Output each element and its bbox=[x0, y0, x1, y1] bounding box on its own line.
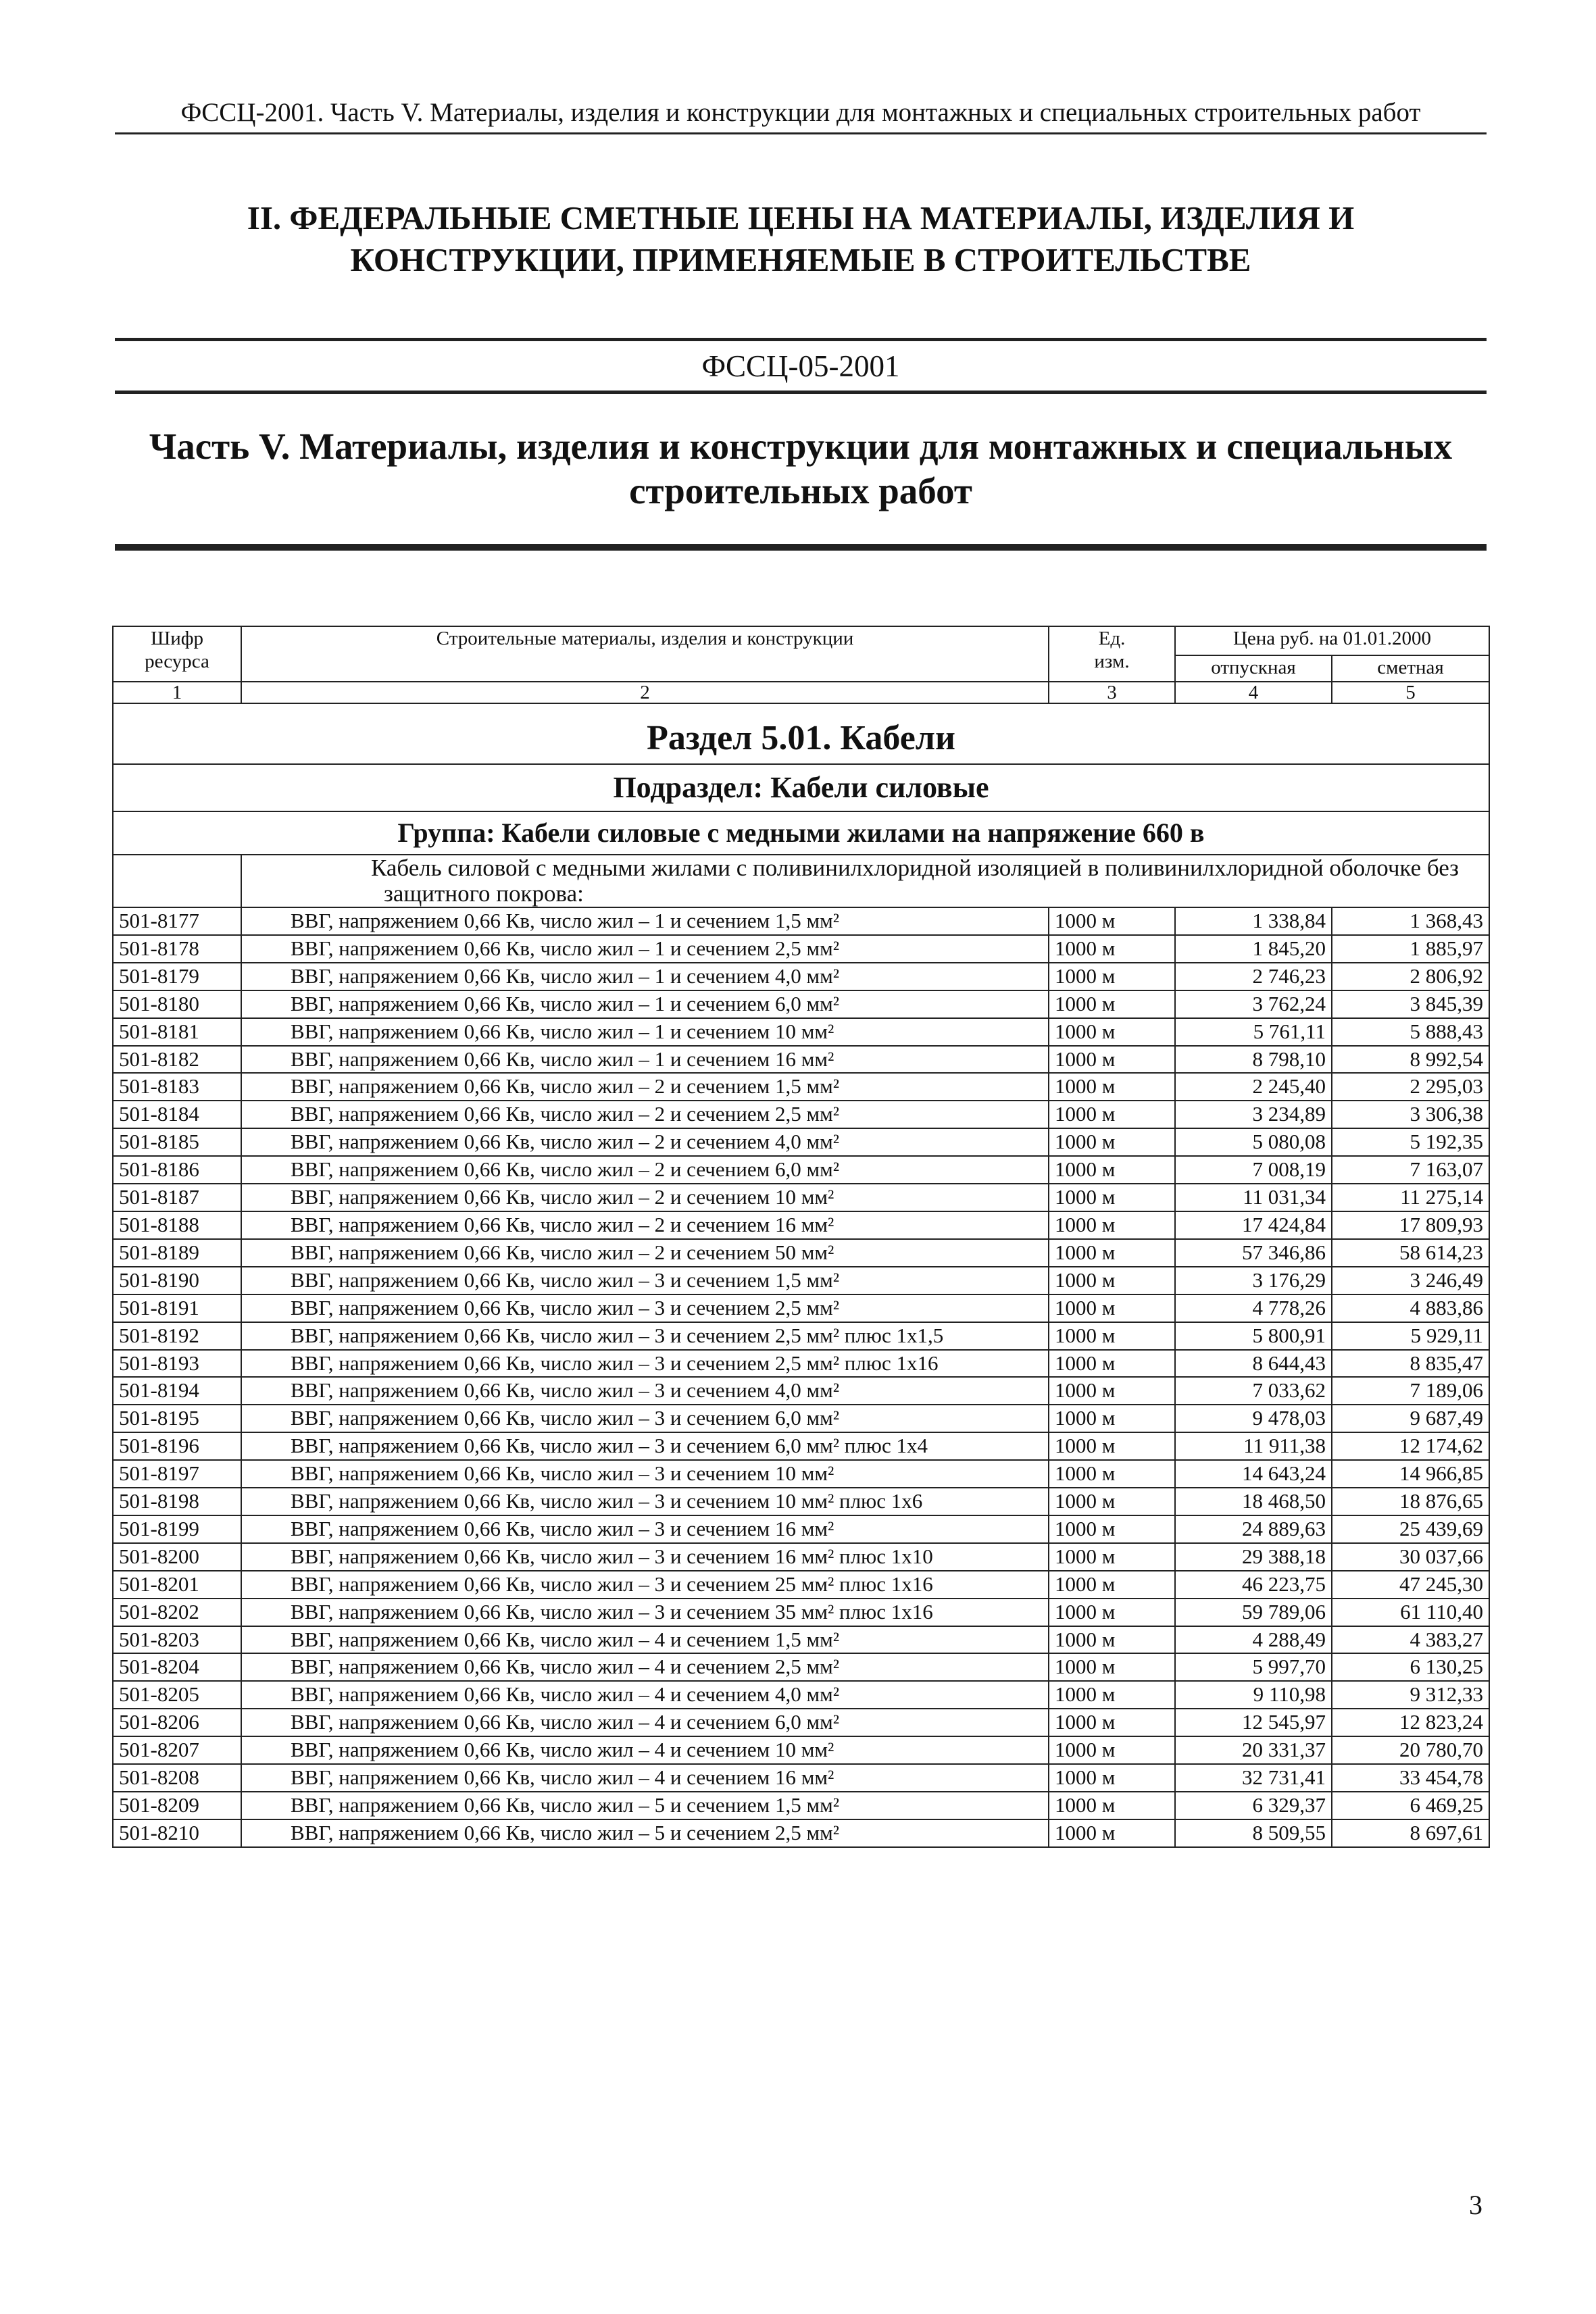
row-price-release: 5 800,91 bbox=[1175, 1322, 1332, 1350]
row-price-estimate: 7 189,06 bbox=[1332, 1377, 1489, 1405]
row-price-release: 12 545,97 bbox=[1175, 1709, 1332, 1736]
row-unit: 1000 м bbox=[1049, 1405, 1175, 1432]
row-price-estimate: 4 883,86 bbox=[1332, 1294, 1489, 1322]
table-row bbox=[113, 1322, 1489, 1350]
row-unit: 1000 м bbox=[1049, 990, 1175, 1018]
row-price-release: 4 778,26 bbox=[1175, 1294, 1332, 1322]
table-row bbox=[113, 1653, 1489, 1681]
row-code: 501-8185 bbox=[113, 1128, 241, 1156]
row-price-estimate: 4 383,27 bbox=[1332, 1626, 1489, 1654]
row-code: 501-8203 bbox=[113, 1626, 241, 1654]
col-number-5: 5 bbox=[1332, 682, 1489, 703]
row-unit: 1000 м bbox=[1049, 1101, 1175, 1128]
row-price-estimate: 14 966,85 bbox=[1332, 1460, 1489, 1488]
row-code: 501-8202 bbox=[113, 1599, 241, 1626]
row-price-estimate: 61 110,40 bbox=[1332, 1599, 1489, 1626]
row-price-release: 46 223,75 bbox=[1175, 1571, 1332, 1599]
row-name: ВВГ, напряжением 0,66 Кв, число жил – 3 и сечением 10 мм² плюс 1x6 bbox=[241, 1488, 1049, 1515]
row-code: 501-8198 bbox=[113, 1488, 241, 1515]
row-name: ВВГ, напряжением 0,66 Кв, число жил – 5 и сечением 2,5 мм² bbox=[241, 1819, 1049, 1847]
row-name: ВВГ, напряжением 0,66 Кв, число жил – 3 и сечением 4,0 мм² bbox=[241, 1377, 1049, 1405]
row-name: ВВГ, напряжением 0,66 Кв, число жил – 3 и сечением 1,5 мм² bbox=[241, 1267, 1049, 1294]
row-code: 501-8191 bbox=[113, 1294, 241, 1322]
row-code: 501-8186 bbox=[113, 1156, 241, 1184]
row-price-release: 5 080,08 bbox=[1175, 1128, 1332, 1156]
row-name: ВВГ, напряжением 0,66 Кв, число жил – 4 и сечением 1,5 мм² bbox=[241, 1626, 1049, 1654]
row-name: ВВГ, напряжением 0,66 Кв, число жил – 4 и сечением 16 мм² bbox=[241, 1764, 1049, 1792]
row-price-estimate: 5 929,11 bbox=[1332, 1322, 1489, 1350]
row-code: 501-8184 bbox=[113, 1101, 241, 1128]
row-code: 501-8179 bbox=[113, 963, 241, 990]
row-price-release: 3 234,89 bbox=[1175, 1101, 1332, 1128]
part-title bbox=[115, 424, 1487, 513]
table-row bbox=[113, 1018, 1489, 1046]
row-unit: 1000 м bbox=[1049, 1073, 1175, 1101]
table-header-row bbox=[113, 626, 1489, 655]
row-name: ВВГ, напряжением 0,66 Кв, число жил – 3 и сечением 16 мм² плюс 1x10 bbox=[241, 1543, 1049, 1571]
row-code: 501-8182 bbox=[113, 1046, 241, 1074]
table-row bbox=[113, 1211, 1489, 1239]
description-code-empty bbox=[113, 855, 241, 907]
table-row bbox=[113, 1405, 1489, 1432]
row-price-release: 5 761,11 bbox=[1175, 1018, 1332, 1046]
row-code: 501-8201 bbox=[113, 1571, 241, 1599]
row-price-estimate: 2 295,03 bbox=[1332, 1073, 1489, 1101]
row-code: 501-8208 bbox=[113, 1764, 241, 1792]
row-price-estimate: 6 469,25 bbox=[1332, 1792, 1489, 1819]
row-name: ВВГ, напряжением 0,66 Кв, число жил – 1 и сечением 10 мм² bbox=[241, 1018, 1049, 1046]
section-row bbox=[113, 703, 1489, 764]
col-number-1: 1 bbox=[113, 682, 241, 703]
row-name: ВВГ, напряжением 0,66 Кв, число жил – 1 и сечением 1,5 мм² bbox=[241, 907, 1049, 935]
collection-code: ФССЦ-05-2001 bbox=[701, 349, 900, 383]
column-number-row bbox=[113, 682, 1489, 703]
row-unit: 1000 м bbox=[1049, 1709, 1175, 1736]
row-code: 501-8205 bbox=[113, 1681, 241, 1709]
main-title bbox=[115, 197, 1487, 281]
table-row bbox=[113, 1128, 1489, 1156]
row-code: 501-8196 bbox=[113, 1432, 241, 1460]
row-unit: 1000 м bbox=[1049, 1156, 1175, 1184]
row-price-estimate: 17 809,93 bbox=[1332, 1211, 1489, 1239]
row-name: ВВГ, напряжением 0,66 Кв, число жил – 1 и сечением 2,5 мм² bbox=[241, 935, 1049, 963]
row-unit: 1000 м bbox=[1049, 1653, 1175, 1681]
row-unit: 1000 м bbox=[1049, 1350, 1175, 1378]
row-code: 501-8180 bbox=[113, 990, 241, 1018]
col-number-3: 3 bbox=[1049, 682, 1175, 703]
group-row bbox=[113, 811, 1489, 855]
table-row bbox=[113, 990, 1489, 1018]
row-name: ВВГ, напряжением 0,66 Кв, число жил – 2 и сечением 1,5 мм² bbox=[241, 1073, 1049, 1101]
row-price-release: 8 509,55 bbox=[1175, 1819, 1332, 1847]
row-name: ВВГ, напряжением 0,66 Кв, число жил – 4 и сечением 10 мм² bbox=[241, 1736, 1049, 1764]
row-unit: 1000 м bbox=[1049, 1626, 1175, 1654]
row-price-estimate: 8 697,61 bbox=[1332, 1819, 1489, 1847]
row-unit: 1000 м bbox=[1049, 1515, 1175, 1543]
row-price-release: 11 031,34 bbox=[1175, 1184, 1332, 1211]
table-row bbox=[113, 1460, 1489, 1488]
row-name: ВВГ, напряжением 0,66 Кв, число жил – 3 и сечением 25 мм² плюс 1x16 bbox=[241, 1571, 1049, 1599]
row-name: ВВГ, напряжением 0,66 Кв, число жил – 2 и сечением 50 мм² bbox=[241, 1239, 1049, 1267]
row-price-estimate: 5 888,43 bbox=[1332, 1018, 1489, 1046]
row-price-release: 8 644,43 bbox=[1175, 1350, 1332, 1378]
table-row bbox=[113, 1073, 1489, 1101]
row-name: ВВГ, напряжением 0,66 Кв, число жил – 1 и сечением 4,0 мм² bbox=[241, 963, 1049, 990]
row-code: 501-8190 bbox=[113, 1267, 241, 1294]
running-header: ФССЦ-2001. Часть V. Материалы, изделия и конструкции для монтажных и специальных строительных работ bbox=[115, 96, 1487, 134]
row-code: 501-8189 bbox=[113, 1239, 241, 1267]
row-price-release: 8 798,10 bbox=[1175, 1046, 1332, 1074]
row-price-release: 7 033,62 bbox=[1175, 1377, 1332, 1405]
row-price-release: 5 997,70 bbox=[1175, 1653, 1332, 1681]
description-text: Кабель силовой с медными жилами с поливинилхлоридной изоляцией в поливинилхлоридной оболочке без защитного покрова: bbox=[241, 855, 1489, 907]
row-code: 501-8209 bbox=[113, 1792, 241, 1819]
top-rule bbox=[115, 338, 1487, 341]
row-price-release: 24 889,63 bbox=[1175, 1515, 1332, 1543]
row-price-release: 2 746,23 bbox=[1175, 963, 1332, 990]
row-price-estimate: 8 835,47 bbox=[1332, 1350, 1489, 1378]
row-unit: 1000 м bbox=[1049, 907, 1175, 935]
row-unit: 1000 м bbox=[1049, 1239, 1175, 1267]
row-code: 501-8197 bbox=[113, 1460, 241, 1488]
table-row bbox=[113, 1046, 1489, 1074]
row-price-release: 1 338,84 bbox=[1175, 907, 1332, 935]
row-unit: 1000 м bbox=[1049, 1377, 1175, 1405]
table-row bbox=[113, 1736, 1489, 1764]
row-code: 501-8177 bbox=[113, 907, 241, 935]
col-number-4: 4 bbox=[1175, 682, 1332, 703]
header-unit-line-2: изм. bbox=[1094, 651, 1130, 672]
table-row bbox=[113, 1239, 1489, 1267]
table-row bbox=[113, 1294, 1489, 1322]
row-price-release: 20 331,37 bbox=[1175, 1736, 1332, 1764]
price-table-container bbox=[112, 626, 1489, 1848]
row-price-estimate: 6 130,25 bbox=[1332, 1653, 1489, 1681]
table-row bbox=[113, 1515, 1489, 1543]
table-row bbox=[113, 1432, 1489, 1460]
row-name: ВВГ, напряжением 0,66 Кв, число жил – 3 и сечением 2,5 мм² плюс 1x1,5 bbox=[241, 1322, 1049, 1350]
table-row bbox=[113, 1681, 1489, 1709]
row-name: ВВГ, напряжением 0,66 Кв, число жил – 3 и сечением 2,5 мм² bbox=[241, 1294, 1049, 1322]
part-title-line-1: Часть V. Материалы, изделия и конструкции для монтажных и специальных bbox=[149, 426, 1453, 467]
row-price-estimate: 8 992,54 bbox=[1332, 1046, 1489, 1074]
part-title-line-2: строительных работ bbox=[629, 470, 972, 511]
row-price-estimate: 11 275,14 bbox=[1332, 1184, 1489, 1211]
row-name: ВВГ, напряжением 0,66 Кв, число жил – 1 и сечением 6,0 мм² bbox=[241, 990, 1049, 1018]
price-table-body bbox=[113, 626, 1489, 1847]
row-code: 501-8199 bbox=[113, 1515, 241, 1543]
row-unit: 1000 м bbox=[1049, 935, 1175, 963]
table-row bbox=[113, 1184, 1489, 1211]
row-code: 501-8206 bbox=[113, 1709, 241, 1736]
row-unit: 1000 м bbox=[1049, 1046, 1175, 1074]
price-table bbox=[112, 626, 1490, 1848]
row-code: 501-8193 bbox=[113, 1350, 241, 1378]
row-price-estimate: 9 687,49 bbox=[1332, 1405, 1489, 1432]
table-row bbox=[113, 1267, 1489, 1294]
row-unit: 1000 м bbox=[1049, 1571, 1175, 1599]
row-price-release: 11 911,38 bbox=[1175, 1432, 1332, 1460]
row-price-estimate: 7 163,07 bbox=[1332, 1156, 1489, 1184]
table-row bbox=[113, 1350, 1489, 1378]
group-title: Группа: Кабели силовые с медными жилами на напряжение 660 в bbox=[113, 811, 1489, 855]
table-row bbox=[113, 1764, 1489, 1792]
row-price-release: 59 789,06 bbox=[1175, 1599, 1332, 1626]
row-name: ВВГ, напряжением 0,66 Кв, число жил – 3 и сечением 6,0 мм² плюс 1x4 bbox=[241, 1432, 1049, 1460]
row-price-release: 3 762,24 bbox=[1175, 990, 1332, 1018]
main-title-line-1: II. ФЕДЕРАЛЬНЫЕ СМЕТНЫЕ ЦЕНЫ НА МАТЕРИАЛЫ, ИЗДЕЛИЯ И bbox=[247, 199, 1355, 236]
table-row bbox=[113, 1543, 1489, 1571]
row-code: 501-8204 bbox=[113, 1653, 241, 1681]
row-code: 501-8178 bbox=[113, 935, 241, 963]
row-price-estimate: 30 037,66 bbox=[1332, 1543, 1489, 1571]
row-code: 501-8181 bbox=[113, 1018, 241, 1046]
row-unit: 1000 м bbox=[1049, 1819, 1175, 1847]
header-price: Цена руб. на 01.01.2000 bbox=[1175, 626, 1489, 655]
row-price-estimate: 9 312,33 bbox=[1332, 1681, 1489, 1709]
row-price-release: 32 731,41 bbox=[1175, 1764, 1332, 1792]
row-unit: 1000 м bbox=[1049, 1460, 1175, 1488]
row-name: ВВГ, напряжением 0,66 Кв, число жил – 3 и сечением 10 мм² bbox=[241, 1460, 1049, 1488]
row-price-release: 9 478,03 bbox=[1175, 1405, 1332, 1432]
row-name: ВВГ, напряжением 0,66 Кв, число жил – 3 и сечением 6,0 мм² bbox=[241, 1405, 1049, 1432]
row-price-estimate: 58 614,23 bbox=[1332, 1239, 1489, 1267]
row-price-estimate: 18 876,65 bbox=[1332, 1488, 1489, 1515]
row-code: 501-8192 bbox=[113, 1322, 241, 1350]
row-unit: 1000 м bbox=[1049, 963, 1175, 990]
row-unit: 1000 м bbox=[1049, 1543, 1175, 1571]
row-unit: 1000 м bbox=[1049, 1599, 1175, 1626]
table-row bbox=[113, 1377, 1489, 1405]
row-code: 501-8210 bbox=[113, 1819, 241, 1847]
row-name: ВВГ, напряжением 0,66 Кв, число жил – 2 и сечением 4,0 мм² bbox=[241, 1128, 1049, 1156]
row-unit: 1000 м bbox=[1049, 1488, 1175, 1515]
row-unit: 1000 м bbox=[1049, 1764, 1175, 1792]
row-price-release: 18 468,50 bbox=[1175, 1488, 1332, 1515]
row-price-estimate: 1 885,97 bbox=[1332, 935, 1489, 963]
header-price-release: отпускная bbox=[1175, 655, 1332, 682]
table-row bbox=[113, 1792, 1489, 1819]
header-unit-line-1: Ед. bbox=[1098, 628, 1126, 649]
row-name: ВВГ, напряжением 0,66 Кв, число жил – 1 и сечением 16 мм² bbox=[241, 1046, 1049, 1074]
row-price-estimate: 2 806,92 bbox=[1332, 963, 1489, 990]
row-name: ВВГ, напряжением 0,66 Кв, число жил – 3 и сечением 35 мм² плюс 1x16 bbox=[241, 1599, 1049, 1626]
row-code: 501-8194 bbox=[113, 1377, 241, 1405]
row-unit: 1000 м bbox=[1049, 1322, 1175, 1350]
row-name: ВВГ, напряжением 0,66 Кв, число жил – 4 и сечением 2,5 мм² bbox=[241, 1653, 1049, 1681]
header-price-estimate: сметная bbox=[1332, 655, 1489, 682]
subsection-title: Подраздел: Кабели силовые bbox=[113, 764, 1489, 811]
row-unit: 1000 м bbox=[1049, 1432, 1175, 1460]
main-title-line-2: КОНСТРУКЦИИ, ПРИМЕНЯЕМЫЕ В СТРОИТЕЛЬСТВЕ bbox=[350, 241, 1251, 278]
row-unit: 1000 м bbox=[1049, 1736, 1175, 1764]
row-code: 501-8195 bbox=[113, 1405, 241, 1432]
row-price-estimate: 12 174,62 bbox=[1332, 1432, 1489, 1460]
row-price-estimate: 3 845,39 bbox=[1332, 990, 1489, 1018]
header-code-line-2: ресурса bbox=[145, 651, 209, 672]
table-row bbox=[113, 1819, 1489, 1847]
subsection-row bbox=[113, 764, 1489, 811]
row-price-release: 6 329,37 bbox=[1175, 1792, 1332, 1819]
row-price-estimate: 33 454,78 bbox=[1332, 1764, 1489, 1792]
row-price-estimate: 1 368,43 bbox=[1332, 907, 1489, 935]
row-name: ВВГ, напряжением 0,66 Кв, число жил – 4 и сечением 4,0 мм² bbox=[241, 1681, 1049, 1709]
table-row bbox=[113, 1101, 1489, 1128]
row-price-estimate: 3 246,49 bbox=[1332, 1267, 1489, 1294]
row-name: ВВГ, напряжением 0,66 Кв, число жил – 3 и сечением 2,5 мм² плюс 1x16 bbox=[241, 1350, 1049, 1378]
row-name: ВВГ, напряжением 0,66 Кв, число жил – 3 и сечением 16 мм² bbox=[241, 1515, 1049, 1543]
row-unit: 1000 м bbox=[1049, 1792, 1175, 1819]
row-name: ВВГ, напряжением 0,66 Кв, число жил – 2 и сечением 6,0 мм² bbox=[241, 1156, 1049, 1184]
row-code: 501-8207 bbox=[113, 1736, 241, 1764]
table-row bbox=[113, 1156, 1489, 1184]
table-row bbox=[113, 963, 1489, 990]
row-unit: 1000 м bbox=[1049, 1681, 1175, 1709]
row-price-release: 2 245,40 bbox=[1175, 1073, 1332, 1101]
header-code bbox=[113, 626, 241, 682]
row-unit: 1000 м bbox=[1049, 1294, 1175, 1322]
row-price-estimate: 3 306,38 bbox=[1332, 1101, 1489, 1128]
page-number: 3 bbox=[1469, 2190, 1482, 2220]
table-row bbox=[113, 1488, 1489, 1515]
row-unit: 1000 м bbox=[1049, 1128, 1175, 1156]
description-row bbox=[113, 855, 1489, 907]
thick-rule bbox=[115, 544, 1487, 551]
row-name: ВВГ, напряжением 0,66 Кв, число жил – 4 и сечением 6,0 мм² bbox=[241, 1709, 1049, 1736]
row-price-release: 4 288,49 bbox=[1175, 1626, 1332, 1654]
table-row bbox=[113, 935, 1489, 963]
row-price-estimate: 25 439,69 bbox=[1332, 1515, 1489, 1543]
row-unit: 1000 м bbox=[1049, 1211, 1175, 1239]
row-name: ВВГ, напряжением 0,66 Кв, число жил – 5 и сечением 1,5 мм² bbox=[241, 1792, 1049, 1819]
row-unit: 1000 м bbox=[1049, 1184, 1175, 1211]
row-price-release: 57 346,86 bbox=[1175, 1239, 1332, 1267]
row-code: 501-8200 bbox=[113, 1543, 241, 1571]
header-code-line-1: Шифр bbox=[150, 628, 204, 649]
row-price-estimate: 12 823,24 bbox=[1332, 1709, 1489, 1736]
code-rule bbox=[115, 391, 1487, 394]
row-price-estimate: 20 780,70 bbox=[1332, 1736, 1489, 1764]
row-price-estimate: 5 192,35 bbox=[1332, 1128, 1489, 1156]
row-unit: 1000 м bbox=[1049, 1267, 1175, 1294]
row-price-estimate: 47 245,30 bbox=[1332, 1571, 1489, 1599]
table-row bbox=[113, 1571, 1489, 1599]
table-row bbox=[113, 1626, 1489, 1654]
row-price-release: 29 388,18 bbox=[1175, 1543, 1332, 1571]
row-price-release: 7 008,19 bbox=[1175, 1156, 1332, 1184]
row-price-release: 14 643,24 bbox=[1175, 1460, 1332, 1488]
row-unit: 1000 м bbox=[1049, 1018, 1175, 1046]
table-row bbox=[113, 1709, 1489, 1736]
row-name: ВВГ, напряжением 0,66 Кв, число жил – 2 и сечением 16 мм² bbox=[241, 1211, 1049, 1239]
row-code: 501-8183 bbox=[113, 1073, 241, 1101]
header-name: Строительные материалы, изделия и конструкции bbox=[241, 626, 1049, 682]
row-name: ВВГ, напряжением 0,66 Кв, число жил – 2 и сечением 2,5 мм² bbox=[241, 1101, 1049, 1128]
row-price-release: 3 176,29 bbox=[1175, 1267, 1332, 1294]
row-price-release: 1 845,20 bbox=[1175, 935, 1332, 963]
table-row bbox=[113, 1599, 1489, 1626]
header-unit bbox=[1049, 626, 1175, 682]
row-code: 501-8187 bbox=[113, 1184, 241, 1211]
row-code: 501-8188 bbox=[113, 1211, 241, 1239]
row-name: ВВГ, напряжением 0,66 Кв, число жил – 2 и сечением 10 мм² bbox=[241, 1184, 1049, 1211]
col-number-2: 2 bbox=[241, 682, 1049, 703]
table-row bbox=[113, 907, 1489, 935]
section-title: Раздел 5.01. Кабели bbox=[113, 703, 1489, 764]
row-price-release: 9 110,98 bbox=[1175, 1681, 1332, 1709]
row-price-release: 17 424,84 bbox=[1175, 1211, 1332, 1239]
